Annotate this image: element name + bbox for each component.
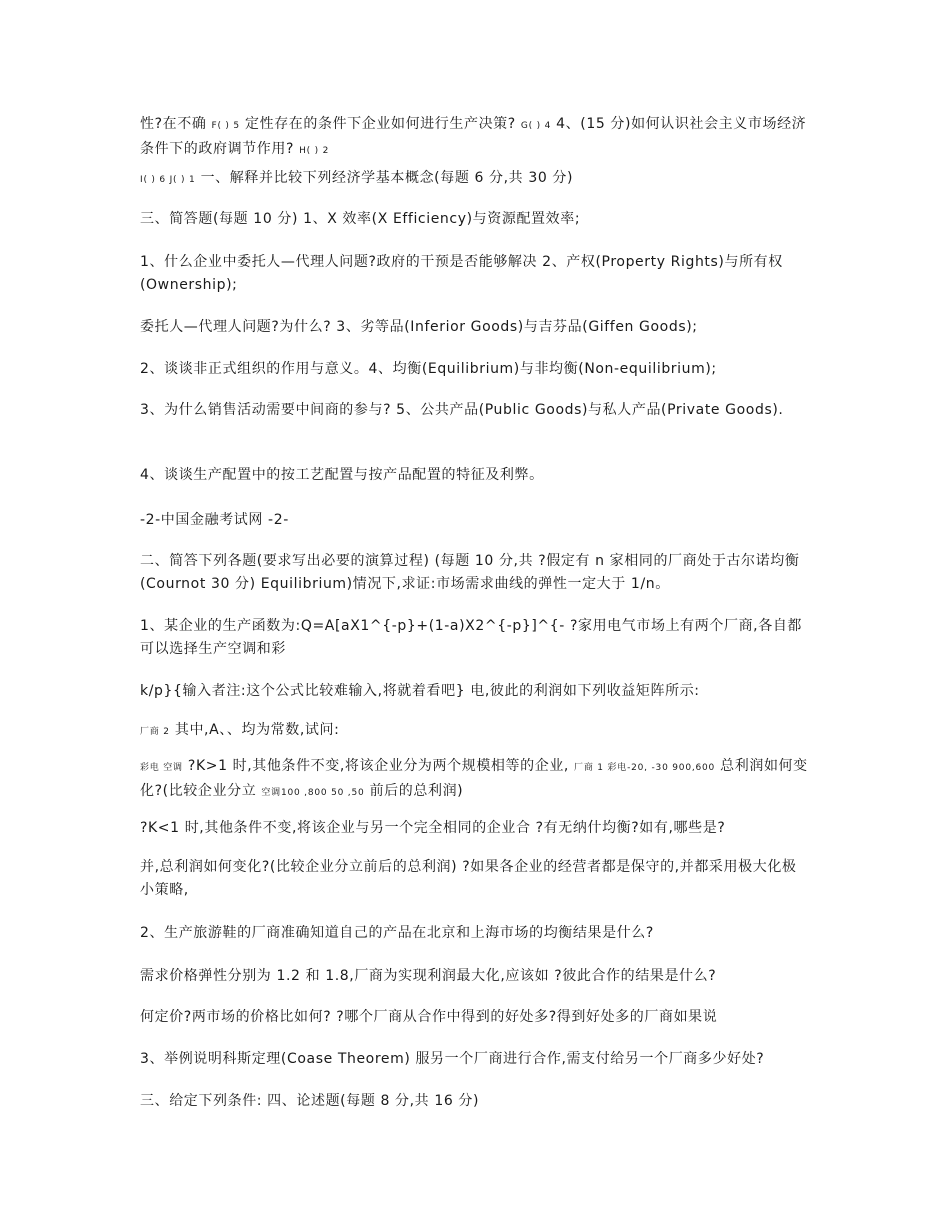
text-run: 一、解释并比较下列经济学基本概念(每题 6 分,共 30 分)	[195, 170, 574, 186]
text-paragraph	[140, 817, 810, 840]
text-run: 4、谈谈生产配置中的按工艺配置与按产品配置的特征及利弊。	[140, 467, 544, 483]
text-run: 其中,A、、均为常数,试问:	[169, 722, 340, 738]
text-run: 4、(15 分)如何认识社会主义市场经济条件下的政府调节作用?	[140, 116, 807, 157]
text-run: 三、简答题(每题 10 分) 1、X 效率(X Efficiency)与资源配置效率;	[140, 211, 581, 227]
text-run: 2、生产旅游鞋的厂商准确知道自己的产品在北京和上海市场的均衡结果是什么?	[140, 925, 654, 941]
small-text: G( ) 4	[520, 121, 552, 131]
text-paragraph	[140, 1090, 810, 1113]
text-paragraph	[140, 358, 810, 381]
text-paragraph	[140, 550, 810, 596]
text-run: 1、某企业的生产函数为:Q=A[aX1^{-p}+(1-a)X2^{-p}]^{- ?家用电气市场上有两个厂商,各自都可以选择生产空调和彩	[140, 618, 803, 657]
text-paragraph	[140, 167, 810, 192]
text-paragraph	[140, 1006, 810, 1029]
text-run: 性?在不确	[140, 116, 212, 132]
text-paragraph	[140, 251, 810, 297]
text-run: 三、给定下列条件: 四、论述题(每题 8 分,共 16 分)	[140, 1093, 480, 1109]
text-paragraph	[140, 113, 810, 163]
small-text: 厂商 1 彩电-20, -30 900,600	[574, 763, 716, 773]
text-run: 并,总利润如何变化?(比较企业分立前后的总利润) ?如果各企业的经营者都是保守的,并都采用极大化极小策略,	[140, 859, 797, 898]
text-paragraph	[140, 965, 810, 988]
text-run: ?K<1 时,其他条件不变,将该企业与另一个完全相同的企业合 ?有无纳什均衡?如有,哪些是?	[140, 820, 726, 836]
text-run: 总利润如何变化?(比较企业分立	[140, 758, 808, 799]
small-text: 空调100 ,800 50 ,50	[261, 788, 365, 798]
text-paragraph	[140, 755, 810, 805]
text-run: 3、为什么销售活动需要中间商的参与? 5、公共产品(Public Goods)与私人产品(Private Goods).	[140, 402, 784, 418]
text-paragraph	[140, 509, 810, 532]
text-run: 定性存在的条件下企业如何进行生产决策?	[239, 116, 521, 132]
text-run: 1、什么企业中委托人—代理人问题?政府的干预是否能够解决 2、产权(Property Rights)与所有权(Ownership);	[140, 254, 783, 293]
small-text: I( ) 6 J( ) 1	[140, 175, 196, 185]
text-run: 二、简答下列各题(要求写出必要的演算过程) (每题 10 分,共 ?假定有 n 家相同的厂商处于古尔诺均衡(Cournot 30 分) Equilibrium)情况下,求证:市场需求曲线的弹性一定大于 1/n。	[140, 553, 800, 592]
text-paragraph	[140, 719, 810, 744]
text-paragraph	[140, 399, 810, 422]
small-text: 厂商 2	[140, 727, 170, 737]
text-run: k/p}{输入者注:这个公式比较难输入,将就着看吧} 电,彼此的利润如下列收益矩阵所示:	[140, 683, 700, 699]
text-run: 前后的总利润)	[364, 783, 464, 799]
text-paragraph	[140, 856, 810, 902]
text-paragraph	[140, 208, 810, 231]
text-run: ?K>1 时,其他条件不变,将该企业分为两个规模相等的企业,	[182, 758, 575, 774]
text-run: 委托人—代理人问题?为什么? 3、劣等品(Inferior Goods)与吉芬品(Giffen Goods);	[140, 319, 698, 335]
text-run: 何定价?两市场的价格比如何? ?哪个厂商从合作中得到的好处多?得到好处多的厂商如果说	[140, 1009, 718, 1025]
text-paragraph	[140, 1048, 810, 1071]
text-run: 需求价格弹性分别为 1.2 和 1.8,厂商为实现利润最大化,应该如 ?彼此合作的结果是什么?	[140, 968, 717, 984]
text-paragraph	[140, 922, 810, 945]
small-text: F( ) 5	[211, 121, 240, 131]
text-run: -2-中国金融考试网 -2-	[140, 512, 289, 528]
text-paragraph	[140, 615, 810, 661]
text-run: 2、谈谈非正式组织的作用与意义。4、均衡(Equilibrium)与非均衡(Non-equilibrium);	[140, 361, 717, 377]
text-paragraph	[140, 316, 810, 339]
small-text: H( ) 2	[299, 146, 330, 156]
text-paragraph	[140, 680, 810, 703]
small-text: 彩电 空调	[140, 763, 183, 773]
text-run: 3、举例说明科斯定理(Coase Theorem) 服另一个厂商进行合作,需支付给另一个厂商多少好处?	[140, 1051, 765, 1067]
text-paragraph	[140, 464, 810, 487]
